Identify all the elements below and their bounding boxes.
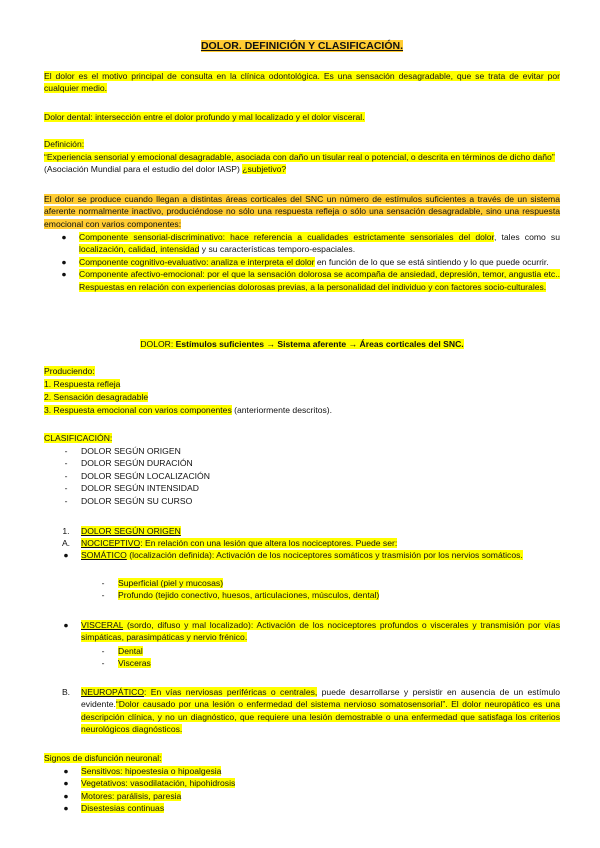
- list-item: ● Motores: parálisis, paresia: [81, 790, 560, 802]
- somatico-item: ● SOMÁTICO (localización definida): Activación de los nociceptores somáticos y trasmisión por los nervios somáticos.: [81, 549, 560, 561]
- signs-heading: Signos de disfunción neuronal:: [44, 753, 162, 763]
- list-item: - DOLOR SEGÚN SU CURSO: [64, 495, 193, 506]
- list-item: - DOLOR SEGÚN DURACIÓN: [64, 458, 193, 469]
- page-title: DOLOR. DEFINICIÓN Y CLASIFICACIÓN.: [200, 40, 404, 52]
- list-item: ● Componente cognitivo-evaluativo: analiza e interpreta el dolor en función de lo que se está sintiendo y lo que puede ocurrir.: [79, 256, 560, 268]
- list-item: - Visceras: [101, 658, 151, 669]
- list-item: ● Sensitivos: hipoestesia o hipoalgesia: [81, 765, 560, 777]
- components-list: [61, 231, 560, 293]
- bullet-icon: ●: [63, 778, 69, 789]
- bullet-icon: ●: [63, 766, 69, 776]
- bullet-icon: ●: [61, 256, 67, 267]
- definition-heading: Definición:: [44, 139, 85, 149]
- list-item: - Superficial (piel y mucosas): [101, 578, 224, 588]
- visceral-sublist: [101, 645, 560, 670]
- bullet-icon: ●: [63, 790, 69, 801]
- list-item: ● Disestesias continuas: [81, 802, 560, 814]
- list-item: ● Componente afectivo-emocional: por el que la sensación dolorosa se acompaña de ansiedad, depresión, temor, angustia etc.. Respuestas en relación con experiencias dolorosas previas, a la personalidad del individuo y con factores socio-culturales.: [79, 268, 560, 293]
- bullet-icon: ●: [61, 269, 67, 280]
- signs-list: [63, 765, 560, 815]
- origin-heading: 1. DOLOR SEGÚN ORIGEN: [62, 526, 181, 536]
- bullet-icon: ●: [63, 620, 69, 630]
- somatico-sublist: [101, 577, 560, 602]
- mechanism-paragraph: El dolor se produce cuando llegan a distintas áreas corticales del SNC un número de estímulos suficientes a través de un sistema aferente normalmente inactivo, produciéndose no sólo una respuesta refleja o sólo una sensación desagradable, sino una respuesta emocional con varios componentes:: [44, 194, 560, 229]
- bullet-icon: ●: [61, 232, 67, 242]
- produces-item: 2. Sensación desagradable: [44, 392, 149, 402]
- neuropathic-paragraph: B. NEUROPÁTICO: En vías nerviosas periféricas o centrales, puede desarrollarse y persistir en ausencia de un estímulo evidente.“Dolor causado por una lesión o enfermedad del sistema nervioso somatosensorial”. El dolor neuropático es una descripción clínica, y no un diagnóstico, que requiere una lesión demostrable o una enfermedad que satisfaga los criterios neurológicos diagnósticos.: [61, 687, 560, 735]
- list-item: - DOLOR SEGÚN LOCALIZACIÓN: [64, 470, 210, 481]
- definition-paragraph: “Experiencia sensorial y emocional desagradable, asociada con daño un tisular real o potencial, o descrita en términos de dicho daño” (Asociación Mundial para el estudio del dolor IASP) ¿subjetivo?: [44, 152, 555, 175]
- dental-paragraph: Dolor dental: intersección entre el dolor profundo y mal localizado y el dolor visceral.: [44, 112, 365, 122]
- classification-list: [64, 445, 560, 507]
- nociceptive-line: A. NOCICEPTIVO: En relación con una lesión que altera los nociceptores. Puede ser:: [61, 538, 398, 548]
- intro-paragraph: El dolor es el motivo principal de consulta en la clínica odontológica. Es una sensación desagradable, que se trata de evitar por cualquier medio.: [44, 71, 560, 94]
- formula-line: DOLOR: Estímulos suficientes → Sistema aferente → Áreas corticales del SNC.: [140, 339, 464, 349]
- visceral-item: ● VISCERAL (sordo, difuso y mal localizado): Activación de los nociceptores profundos o viscerales y transmisión por vías simpáticas, parasimpáticas y nervio frénico.: [81, 619, 560, 644]
- list-item: ● Vegetativos: vasodilatación, hipohidrosis: [81, 777, 560, 789]
- list-item: - DOLOR SEGÚN INTENSIDAD: [64, 483, 199, 494]
- list-item: - DOLOR SEGÚN ORIGEN: [64, 446, 181, 456]
- list-item: ● Componente sensorial-discriminativo: hace referencia a cualidades estrictamente sensoriales del dolor, tales como su localización, calidad, intensidad y su características temporo-espaciales.: [79, 231, 560, 256]
- produces-item: 3. Respuesta emocional con varios componentes (anteriormente descritos).: [44, 405, 333, 415]
- bullet-icon: ●: [63, 803, 69, 814]
- produces-item: 1. Respuesta refleja: [44, 379, 121, 389]
- classification-heading: CLASIFICACIÓN:: [44, 433, 113, 443]
- bullet-icon: ●: [63, 550, 69, 560]
- list-item: - Dental: [101, 646, 143, 656]
- list-item: - Profundo (tejido conectivo, huesos, articulaciones, músculos, dental): [101, 590, 380, 601]
- produces-heading: Produciendo:: [44, 366, 95, 376]
